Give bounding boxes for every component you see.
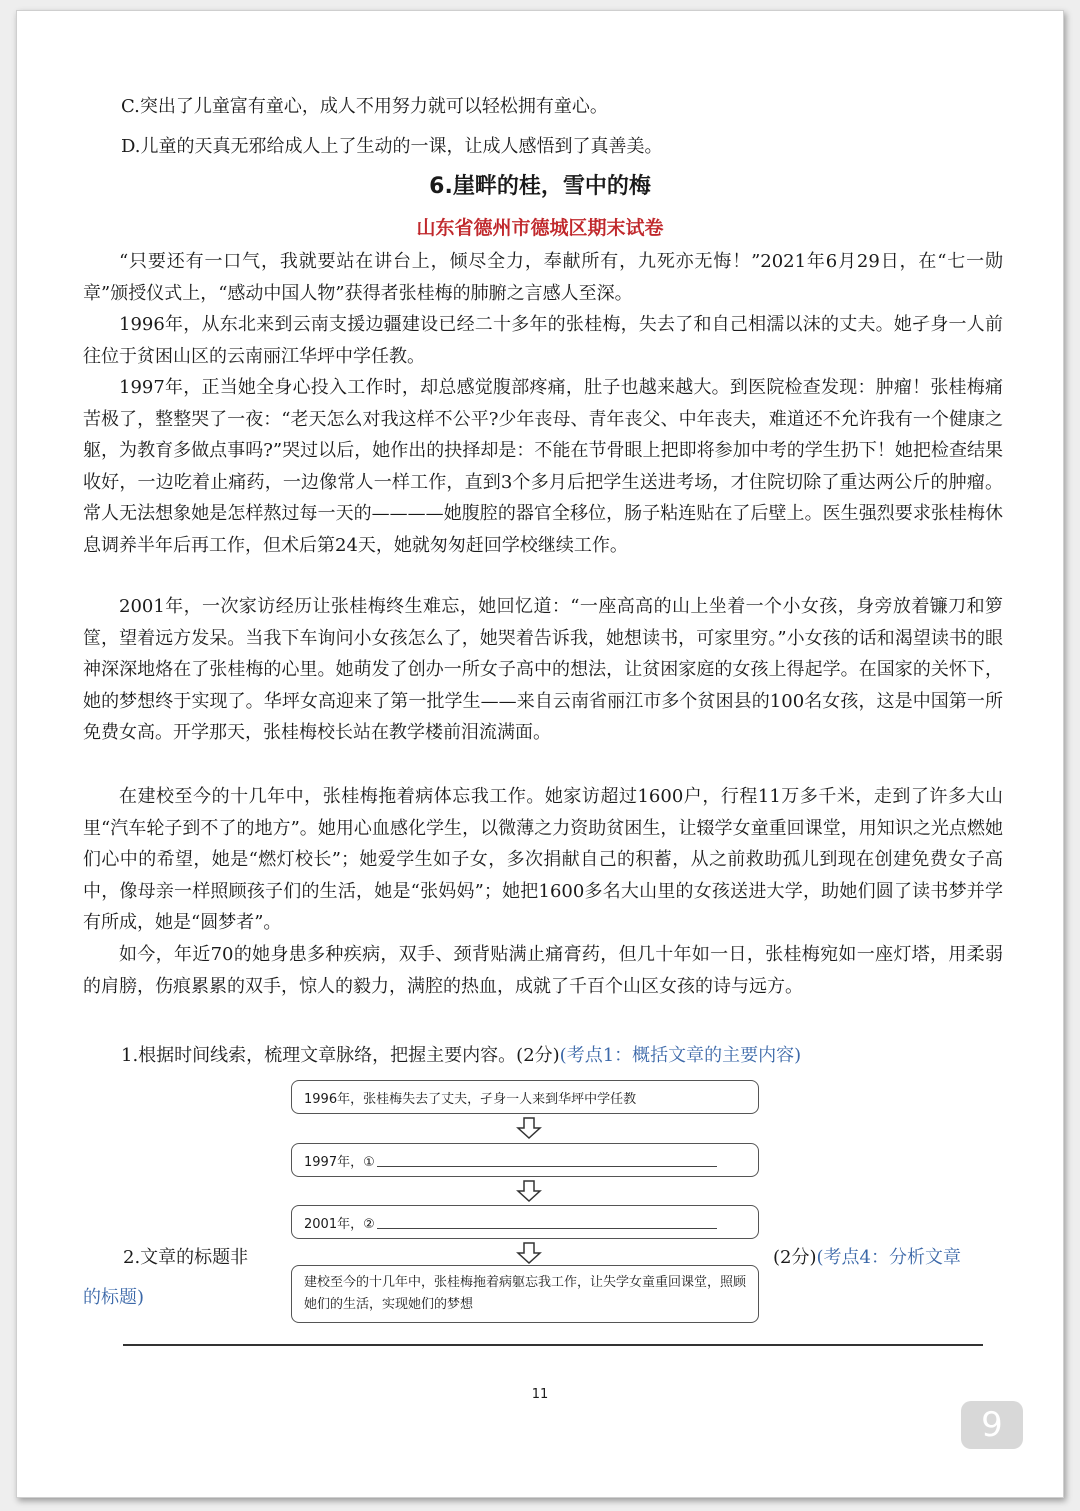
question-2-keypoint-cont: 的标题) bbox=[83, 1287, 145, 1308]
question-1-text: 1.根据时间线索，梳理文章脉络，把握主要内容。(2分) bbox=[121, 1045, 560, 1066]
flowchart-box-1996-text: 1996年，张桂梅失去了丈夫，孑身一人来到华坪中学任教 bbox=[304, 1091, 637, 1107]
flowchart-box-1996 bbox=[291, 1080, 759, 1114]
flowchart-box-recent-text: 建校至今的十几年中，张桂梅拖着病躯忘我工作，让失学女童重回课堂，照顾她们的生活，实现她们的梦想 bbox=[304, 1275, 747, 1312]
article-source: 山东省德州市德城区期末试卷 bbox=[416, 217, 664, 239]
page-badge: 9 bbox=[961, 1401, 1023, 1449]
flowchart-box-2001-text: 2001年，② bbox=[304, 1216, 375, 1232]
option-d: D.儿童的天真无邪给成人上了生动的一课，让成人感悟到了真善美。 bbox=[121, 136, 663, 157]
page-number: 11 bbox=[531, 1387, 549, 1402]
question-1-keypoint: (考点1：概括文章的主要内容) bbox=[559, 1045, 802, 1066]
paragraph-2: 1996年，从东北来到云南支援边疆建设已经二十多年的张桂梅，失去了和自己相濡以沫的丈夫。她孑身一人前往位于贫困山区的云南丽江华坪中学任教。 bbox=[83, 314, 1003, 367]
down-arrow-icon bbox=[515, 1116, 543, 1140]
paragraph-5: 在建校至今的十几年中，张桂梅拖着病体忘我工作。她家访超过1600户，行程11万多千米，走到了许多大山里“汽车轮子到不了的地方”。她用心血感化学生，以微薄之力资助贫困生，让辍学女童重回课堂，用知识之光点燃她们心中的希望，她是“燃灯校长”；她爱学生如子女，多次捐献自己的积蓄，从之前救助孤儿到现在创建免费女子高中，像母亲一样照顾孩子们的生活，她是“张妈妈”；她把1600多名大山里的女孩送进大学，助她们圆了读书梦并学有所成，她是“圆梦者”。 bbox=[83, 786, 1003, 933]
flowchart-box-1997-text: 1997年，① bbox=[304, 1154, 375, 1170]
question-2-keypoint: (考点4：分析文章 bbox=[816, 1247, 961, 1268]
paragraph-1: “只要还有一口气，我就要站在讲台上，倾尽全力，奉献所有，九死亦无悔！”2021年6月29日，在“七一勋章”颁授仪式上，“感动中国人物”获得者张桂梅的肺腑之言感人至深。 bbox=[83, 251, 1003, 304]
paragraph-6: 如今，年近70的她身患多种疾病，双手、颈背贴满止痛膏药，但几十年如一日，张桂梅宛如一座灯塔，用柔弱的肩膀，伤痕累累的双手，惊人的毅力，满腔的热血，成就了千百个山区女孩的诗与远方。 bbox=[83, 944, 1003, 997]
paragraph-3: 1997年，正当她全身心投入工作时，却总感觉腹部疼痛，肚子也越来越大。到医院检查发现：肿瘤！张桂梅痛苦极了，整整哭了一夜：“老天怎么对我这样不公平?少年丧母、青年丧父、中年丧夫，难道还不允许我有一个健康之躯，为教育多做点事吗?”哭过以后，她作出的抉择却是：不能在节骨眼上把即将参加中考的学生扔下！她把检查结果收好，一边吃着止痛药，一边像常人一样工作，直到3个多月后把学生送进考场，才住院切除了重达两公斤的肿瘤。常人无法想象她是怎样熬过每一天的————她腹腔的器官全移位，肠子粘连贴在了后壁上。医生强烈要求张桂梅休息调养半年后再工作，但术后第24天，她就匆匆赶回学校继续工作。 bbox=[83, 377, 1003, 556]
option-c: C.突出了儿童富有童心，成人不用努力就可以轻松拥有童心。 bbox=[121, 96, 608, 117]
flowchart-box-1997 bbox=[291, 1143, 759, 1177]
footer-divider bbox=[123, 1344, 983, 1346]
article-title: 6.崖畔的桂，雪中的梅 bbox=[429, 174, 651, 199]
answer-blank-2[interactable] bbox=[377, 1216, 717, 1229]
question-2-tail bbox=[773, 1243, 961, 1269]
question-1 bbox=[121, 1041, 801, 1067]
down-arrow-icon bbox=[515, 1241, 543, 1265]
paragraph-4: 2001年，一次家访经历让张桂梅终生难忘，她回忆道：“一座高高的山上坐着一个小女孩，身旁放着镰刀和箩筐，望着远方发呆。当我下车询问小女孩怎么了，她哭着告诉我，她想读书，可家里穷。”小女孩的话和渴望读书的眼神深深地烙在了张桂梅的心里。她萌发了创办一所女子高中的想法，让贫困家庭的女孩上得起学。在国家的关怀下，她的梦想终于实现了。华坪女高迎来了第一批学生——来自云南省丽江市多个贫困县的100名女孩，这是中国第一所免费女高。开学那天，张桂梅校长站在教学楼前泪流满面。 bbox=[83, 596, 1003, 743]
down-arrow-icon bbox=[515, 1179, 543, 1203]
flowchart-box-2001 bbox=[291, 1205, 759, 1239]
question-2-text: 2.文章的标题非 bbox=[123, 1247, 249, 1268]
answer-blank-1[interactable] bbox=[377, 1154, 717, 1167]
document-page bbox=[16, 10, 1064, 1498]
flowchart-box-recent bbox=[291, 1265, 759, 1323]
question-2-score: (2分) bbox=[773, 1247, 817, 1268]
